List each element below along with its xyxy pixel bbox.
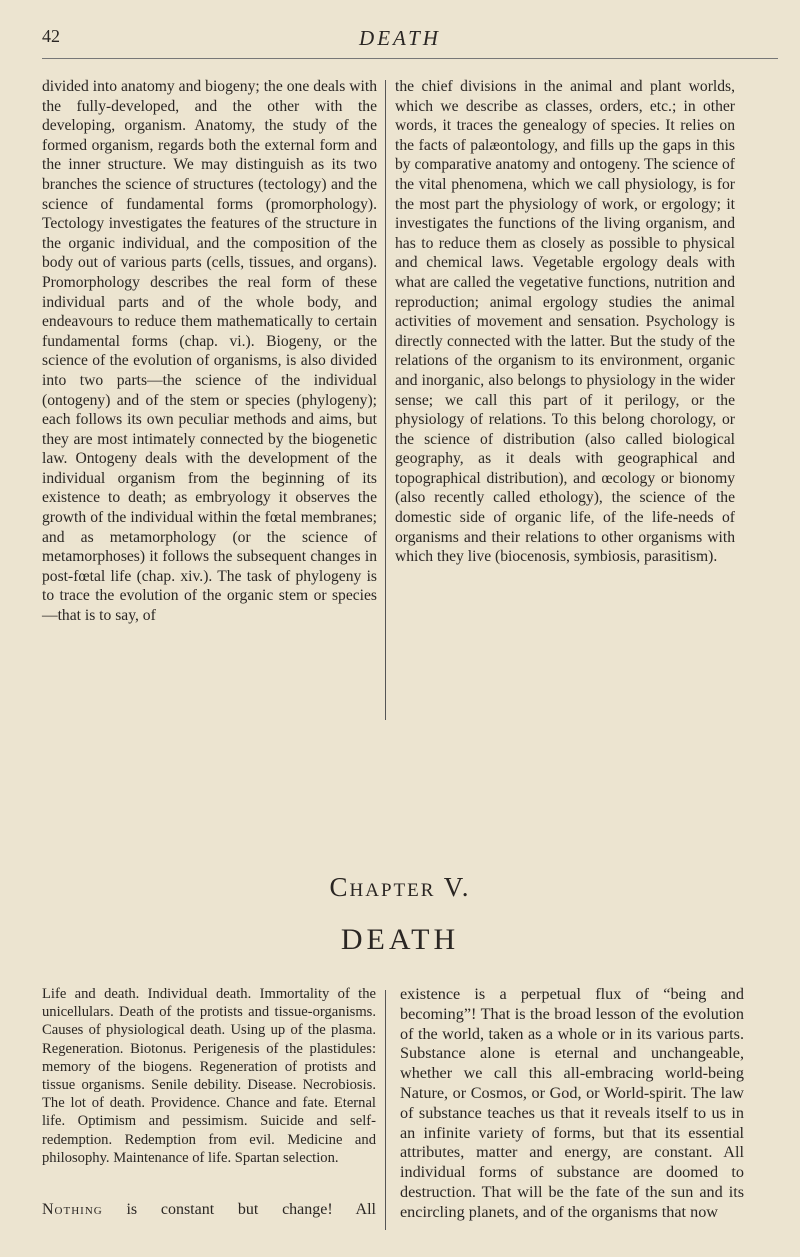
chapter-number: Chapter V. [329, 872, 471, 902]
running-title: DEATH [359, 26, 441, 50]
chapter-synopsis: Life and death. Individual death. Immortality of the unicellulars. Death of the protists and tissue-organisms. Causes of physiological death. Using up of the plasma. Regeneration. Biotonus. Perigenesis of the plastidules: memory of the biogens. Regeneration of protists and tissue organisms. Senile debility. Disease. Necrobiosis. The lot of death. Providence. Chance and fate. Eternal life. Optimism and pessimism. Suicide and self-redemption. Redemption from evil. Medicine and philosophy. Maintenance of life. Spartan selection. [42, 986, 376, 1166]
header-rule [42, 58, 778, 59]
paragraph: the chief divisions in the animal and plant worlds, which we describe as classes, orders, etc.; in other words, it traces the genealogy of species. It relies on the facts of palæontology, and fills up the gaps in this by comparative anatomy and ontogeny. The science of the vital phenomena, which we call physiology, is for the most part the physiology of work, or ergology; it investigates the functions of the living organism, and has to reduce them as closely as possible to physical and chemical laws. Vegetable ergology deals with what are called the vegetative functions, nutrition and reproduction; animal ergology studies the animal activities of movement and sensation. Psychology is directly connected with the latter. But the study of the relations of the organism to its environment, organic and inorganic, also belongs to physiology in the wider sense; we call this part of it perilogy, or the physiology of relations. To this belong chorology, or the science of distribution (also called biological geography, as it deals with geographical and topographical distribution), and œcology or bionomy (also recently called ethology), the science of the domestic side of organic life, of the life-needs of organisms and their relations to other organisms with which they live (biocenosis, symbiosis, parasitism). [395, 78, 735, 566]
running-head [42, 26, 758, 56]
chapter-right-column-text [400, 985, 744, 1223]
column-divider [385, 80, 386, 720]
opening-text: is constant but change! All [102, 1201, 376, 1218]
paragraph: existence is a perpetual flux of “being and becoming”! That is the broad lesson of the evolution of the world, taken as a whole or in its various parts. Substance alone is eternal and unchangeable, whether we call this all-embracing world-being Nature, or Cosmos, or God, or World-spirit. The law of substance teaches us that it reveals itself to us in an infinite variety of forms, but that its essential attributes, matter and energy, are constant. All individual forms of substance are doomed to destruction. That will be the fate of the sun and its encircling planets, and of the organisms that now [400, 985, 744, 1221]
chapter-opening-line [42, 1200, 376, 1220]
chapter-title: DEATH [340, 923, 460, 956]
column-divider [385, 990, 386, 1230]
opening-word: Nothing [42, 1201, 103, 1218]
paragraph: divided into anatomy and biogeny; the one deals with the fully-developed, and the other with the developing, organism. Anatomy, the study of the formed organism, regards both the external form and the inner structure. We may distinguish as its two branches the science of structures (tectology) and the science of fundamental forms (promorphology). Tectology investigates the features of the structure in the organic individual, and the composition of the body out of various parts (cells, tissues, and organs). Promorphology describes the real form of these individual parts and of the whole body, and endeavours to reduce them mathematically to certain fundamental forms (chap. vi.). Biogeny, or the science of the evolution of organisms, is also divided into two parts—the science of the individual (ontogeny) and of the stem or species (phylogeny); each follows its own peculiar methods and aims, but they are most intimately connected by the biogenetic law. Ontogeny deals with the development of the individual organism from the beginning of its existence to death; as embryology it observes the growth of the individual within the fœtal membranes; and as metamorphology (or the science of metamorphoses) it follows the subsequent changes in post-fœtal life (chap. xiv.). The task of phylogeny is to trace the evolution of the organic stem or species—that is to say, of [42, 78, 377, 625]
page-number: 42 [42, 26, 60, 46]
right-column-text [395, 77, 735, 567]
left-column-text [42, 77, 377, 626]
